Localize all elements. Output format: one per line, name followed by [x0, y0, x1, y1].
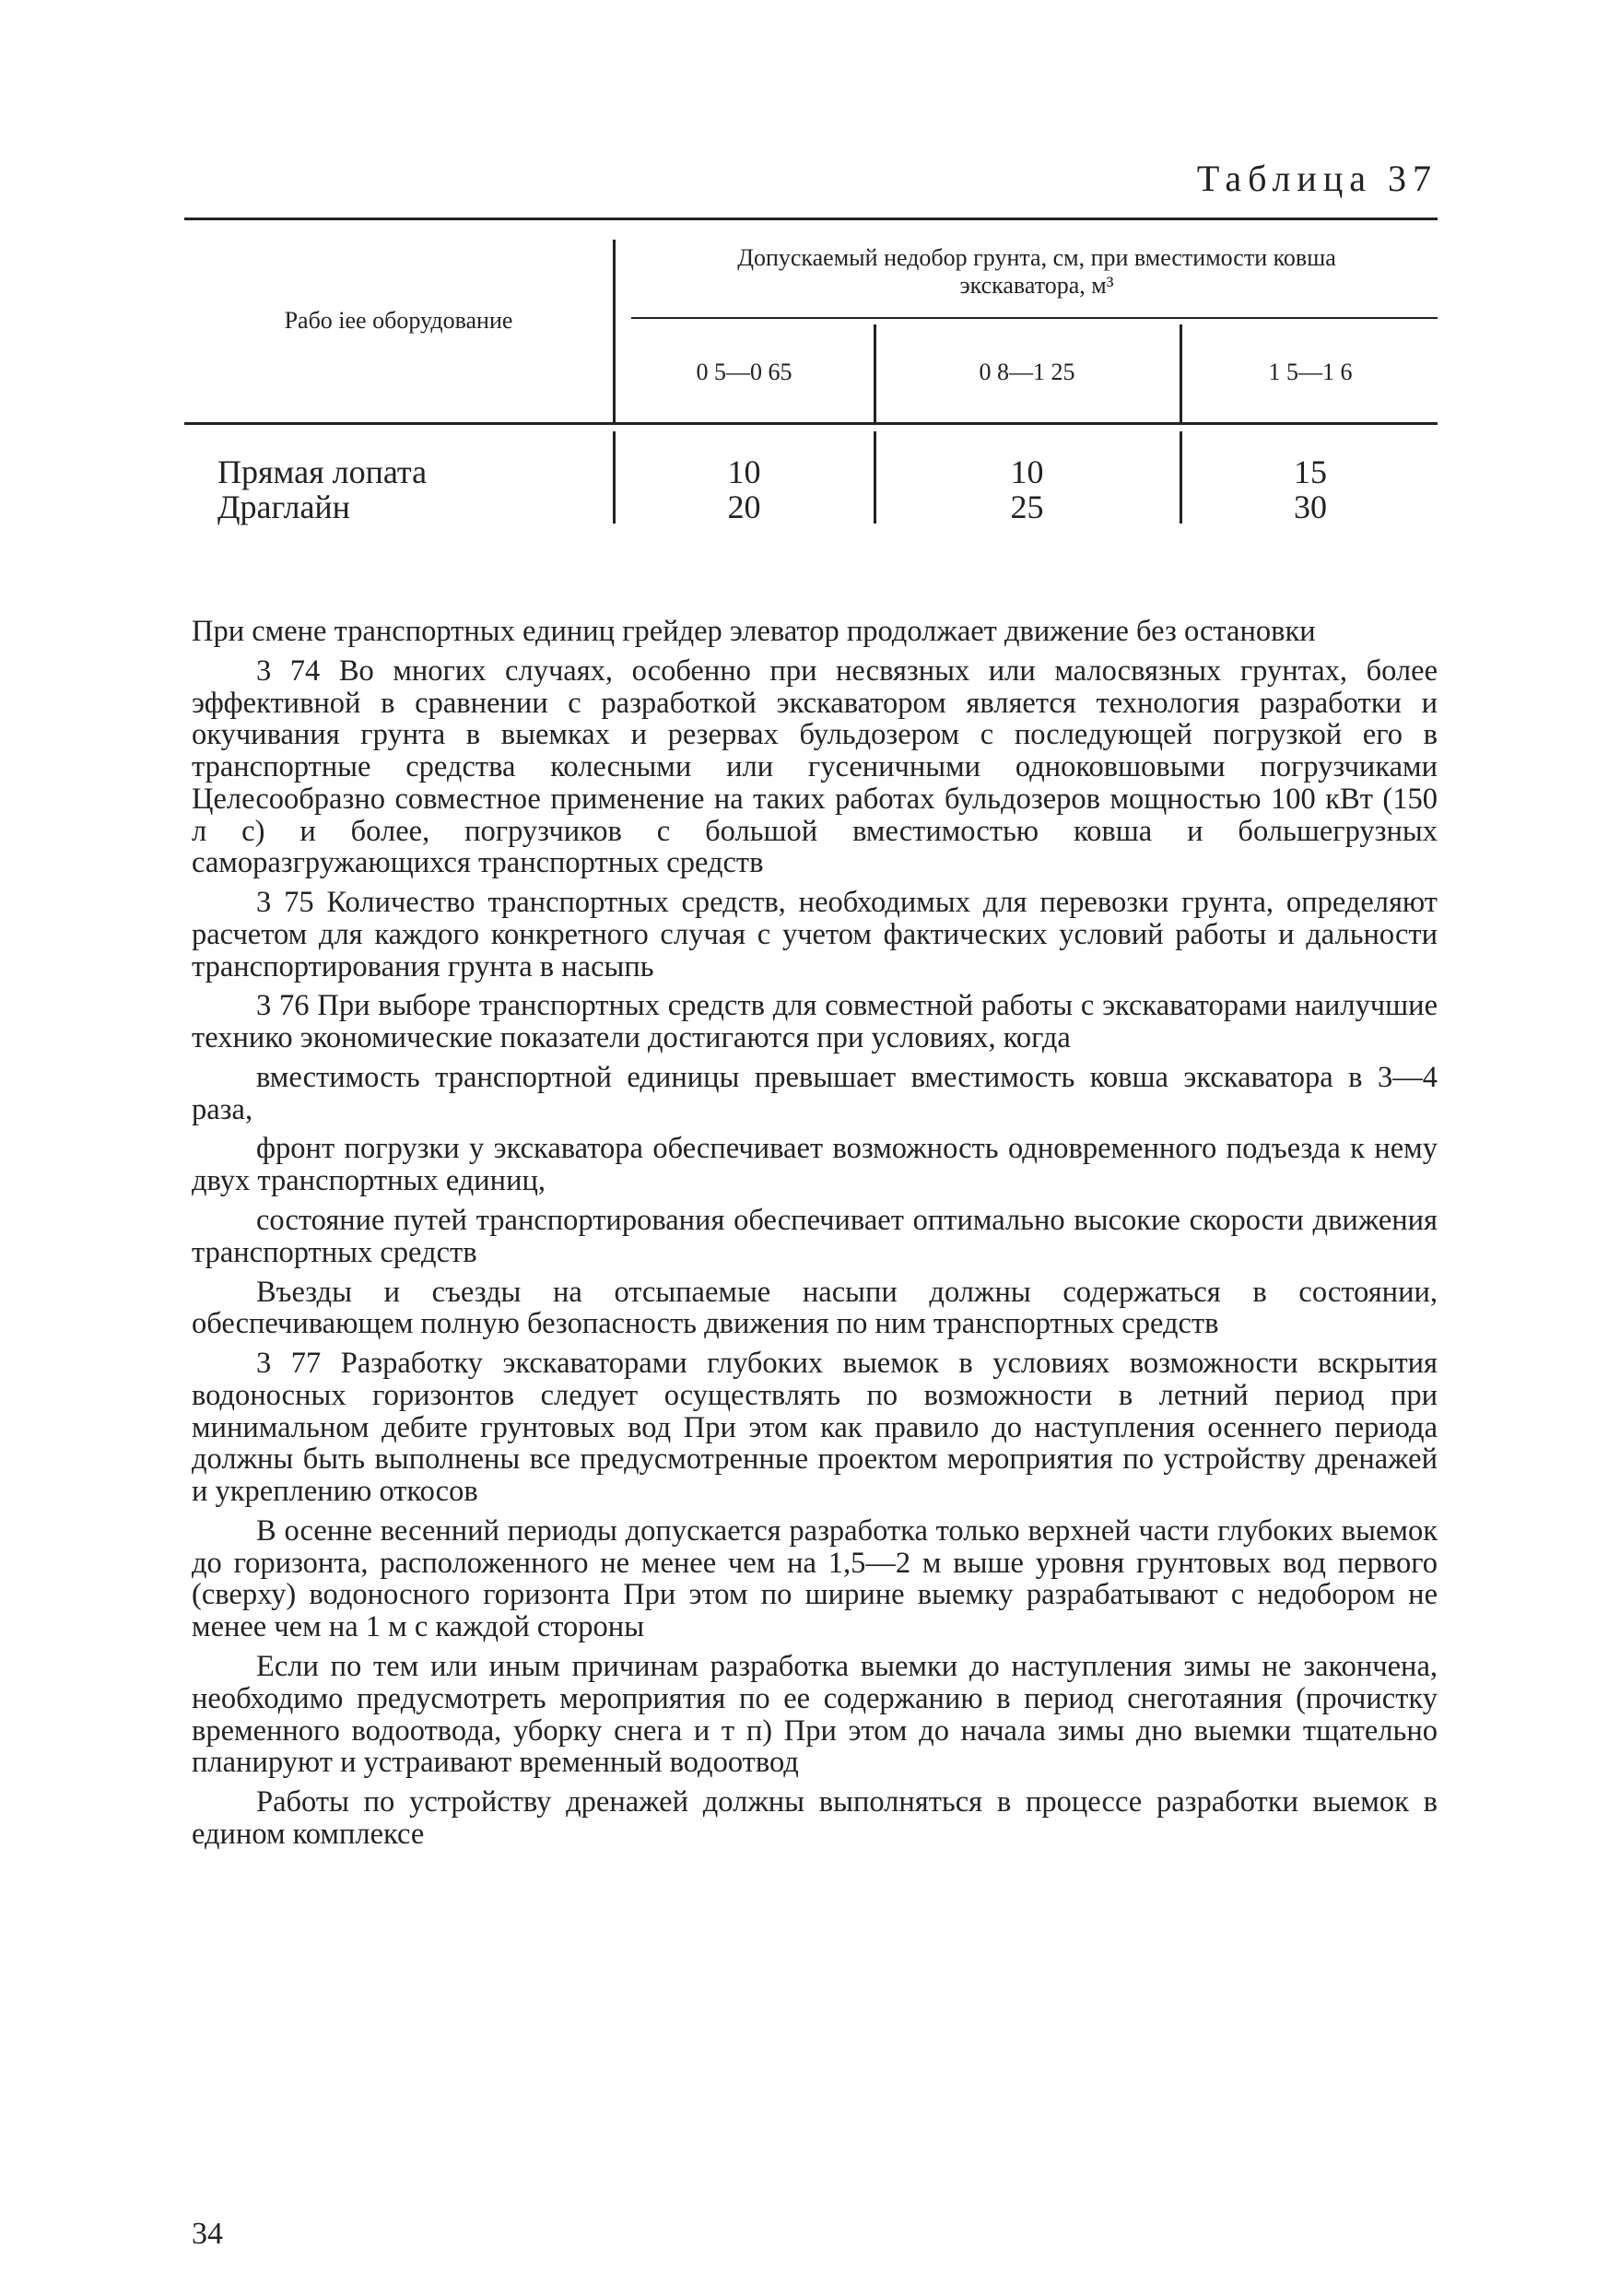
paragraph: состояние путей транспортирования обеспечивает оптимально высокие скорости движения транспортных средств — [192, 1204, 1438, 1269]
paragraph: Если по тем или иным причинам разработка выемки до наступления зимы не закончена, необходимо предусмотреть мероприятия по ее содержанию в период снеготаяния (прочистку временного водоотвода, уборку снега и т п) При этом до начала зимы дно выемки тщательно планируют и устраивают временный водоотвод — [192, 1649, 1438, 1780]
table-vline-3 — [1180, 324, 1182, 424]
paragraph: фронт погрузки у экскаватора обеспечивает возможность одновременного подъезда к нему двух транспортных единиц, — [192, 1132, 1438, 1198]
table-vline-2 — [874, 324, 876, 424]
column-header: 0 5—0 65 — [696, 359, 792, 385]
paragraph: 3 74 Во многих случаях, особенно при несвязных или малосвязных грунтах, более эффективной в сравнении с разработкой экскаватором является технология разработки и окучивания грунта в выемках и резервах бульдозером с последующей погрузкой его в транспортные средства колесными или гусеничными одноковшовыми погрузчиками Целесообразно совместное применение на таких работах бульдозеров мощностью 100 кВт (150 л с) и более, погрузчиков с большой вместимостью ковша и большегрузных саморазгружающихся транспортных средств — [192, 653, 1438, 880]
paragraph: Въезды и съезды на отсыпаемые насыпи должны содержаться в состоянии, обеспечивающем полную безопасность движения по ним транспортных средств — [192, 1275, 1438, 1341]
paragraph: 3 77 Разработку экскаваторами глубоких выемок в условиях возможности вскрытия водоносных горизонтов следует осуществлять по возможности в летний период при минимальном дебите грунтовых вод При этом как правило до наступления осеннего периода должны быть выполнены все предусмотренные проектом мероприятия по устройству дренажей и укреплению откосов — [192, 1347, 1438, 1509]
body-text — [192, 616, 1438, 1858]
row-label: Прямая лопата — [217, 453, 428, 490]
page-number: 34 — [192, 2217, 223, 2251]
row-label: Драглайн — [217, 489, 350, 525]
table-cell: 10 — [1010, 453, 1044, 490]
paragraph: вместимость транспортной единицы превышает вместимость ковша экскаватора в 3—4 раза, — [192, 1060, 1438, 1126]
group-header-line1: Допускаемый недобор грунта, см, при вместимости ковша — [737, 244, 1336, 271]
table-vline-1b — [613, 431, 616, 524]
table-cell: 25 — [1010, 489, 1044, 525]
paragraph: В осенне весенний периоды допускается разработка только верхней части глубоких выемок до горизонта, расположенного не менее чем на 1,5—2 м выше уровня грунтовых вод первого (сверху) водоносного горизонта При этом по ширине выемку разрабатывают с недобором не менее чем на 1 м с каждой стороны — [192, 1513, 1438, 1644]
table-cell: 20 — [727, 489, 761, 525]
group-header-rule — [631, 317, 1438, 319]
table-vline-2b — [874, 431, 876, 524]
paragraph: Работы по устройству дренажей должны выполняться в процессе разработки выемок в едином комплексе — [192, 1785, 1438, 1851]
table-vline-1 — [613, 240, 616, 424]
paragraph: При смене транспортных единиц грейдер элеватор продолжает движение без остановки — [192, 615, 1316, 648]
group-header-line2: экскаватора, м³ — [959, 272, 1114, 299]
table-cell: 30 — [1294, 489, 1327, 525]
paragraph: 3 75 Количество транспортных средств, необходимых для перевозки грунта, определяют расчетом для каждого конкретного случая с учетом фактических условий работы и дальности транспортирования грунта в насыпь — [192, 886, 1438, 983]
paragraph: 3 76 При выборе транспортных средств для совместной работы с экскаваторами наилучшие технико экономические показатели достигаются при условиях, когда — [192, 989, 1438, 1055]
table-top-rule — [184, 218, 1438, 220]
table-cell: 15 — [1294, 453, 1327, 490]
table-vline-3b — [1180, 431, 1182, 524]
table-header-rule — [184, 422, 1438, 425]
row-header: Рабо iee оборудование — [284, 307, 513, 334]
column-header: 0 8—1 25 — [979, 359, 1075, 385]
table-cell: 10 — [727, 453, 761, 490]
column-header: 1 5—1 6 — [1268, 359, 1353, 385]
table-title: Таблица 37 — [1196, 158, 1438, 199]
